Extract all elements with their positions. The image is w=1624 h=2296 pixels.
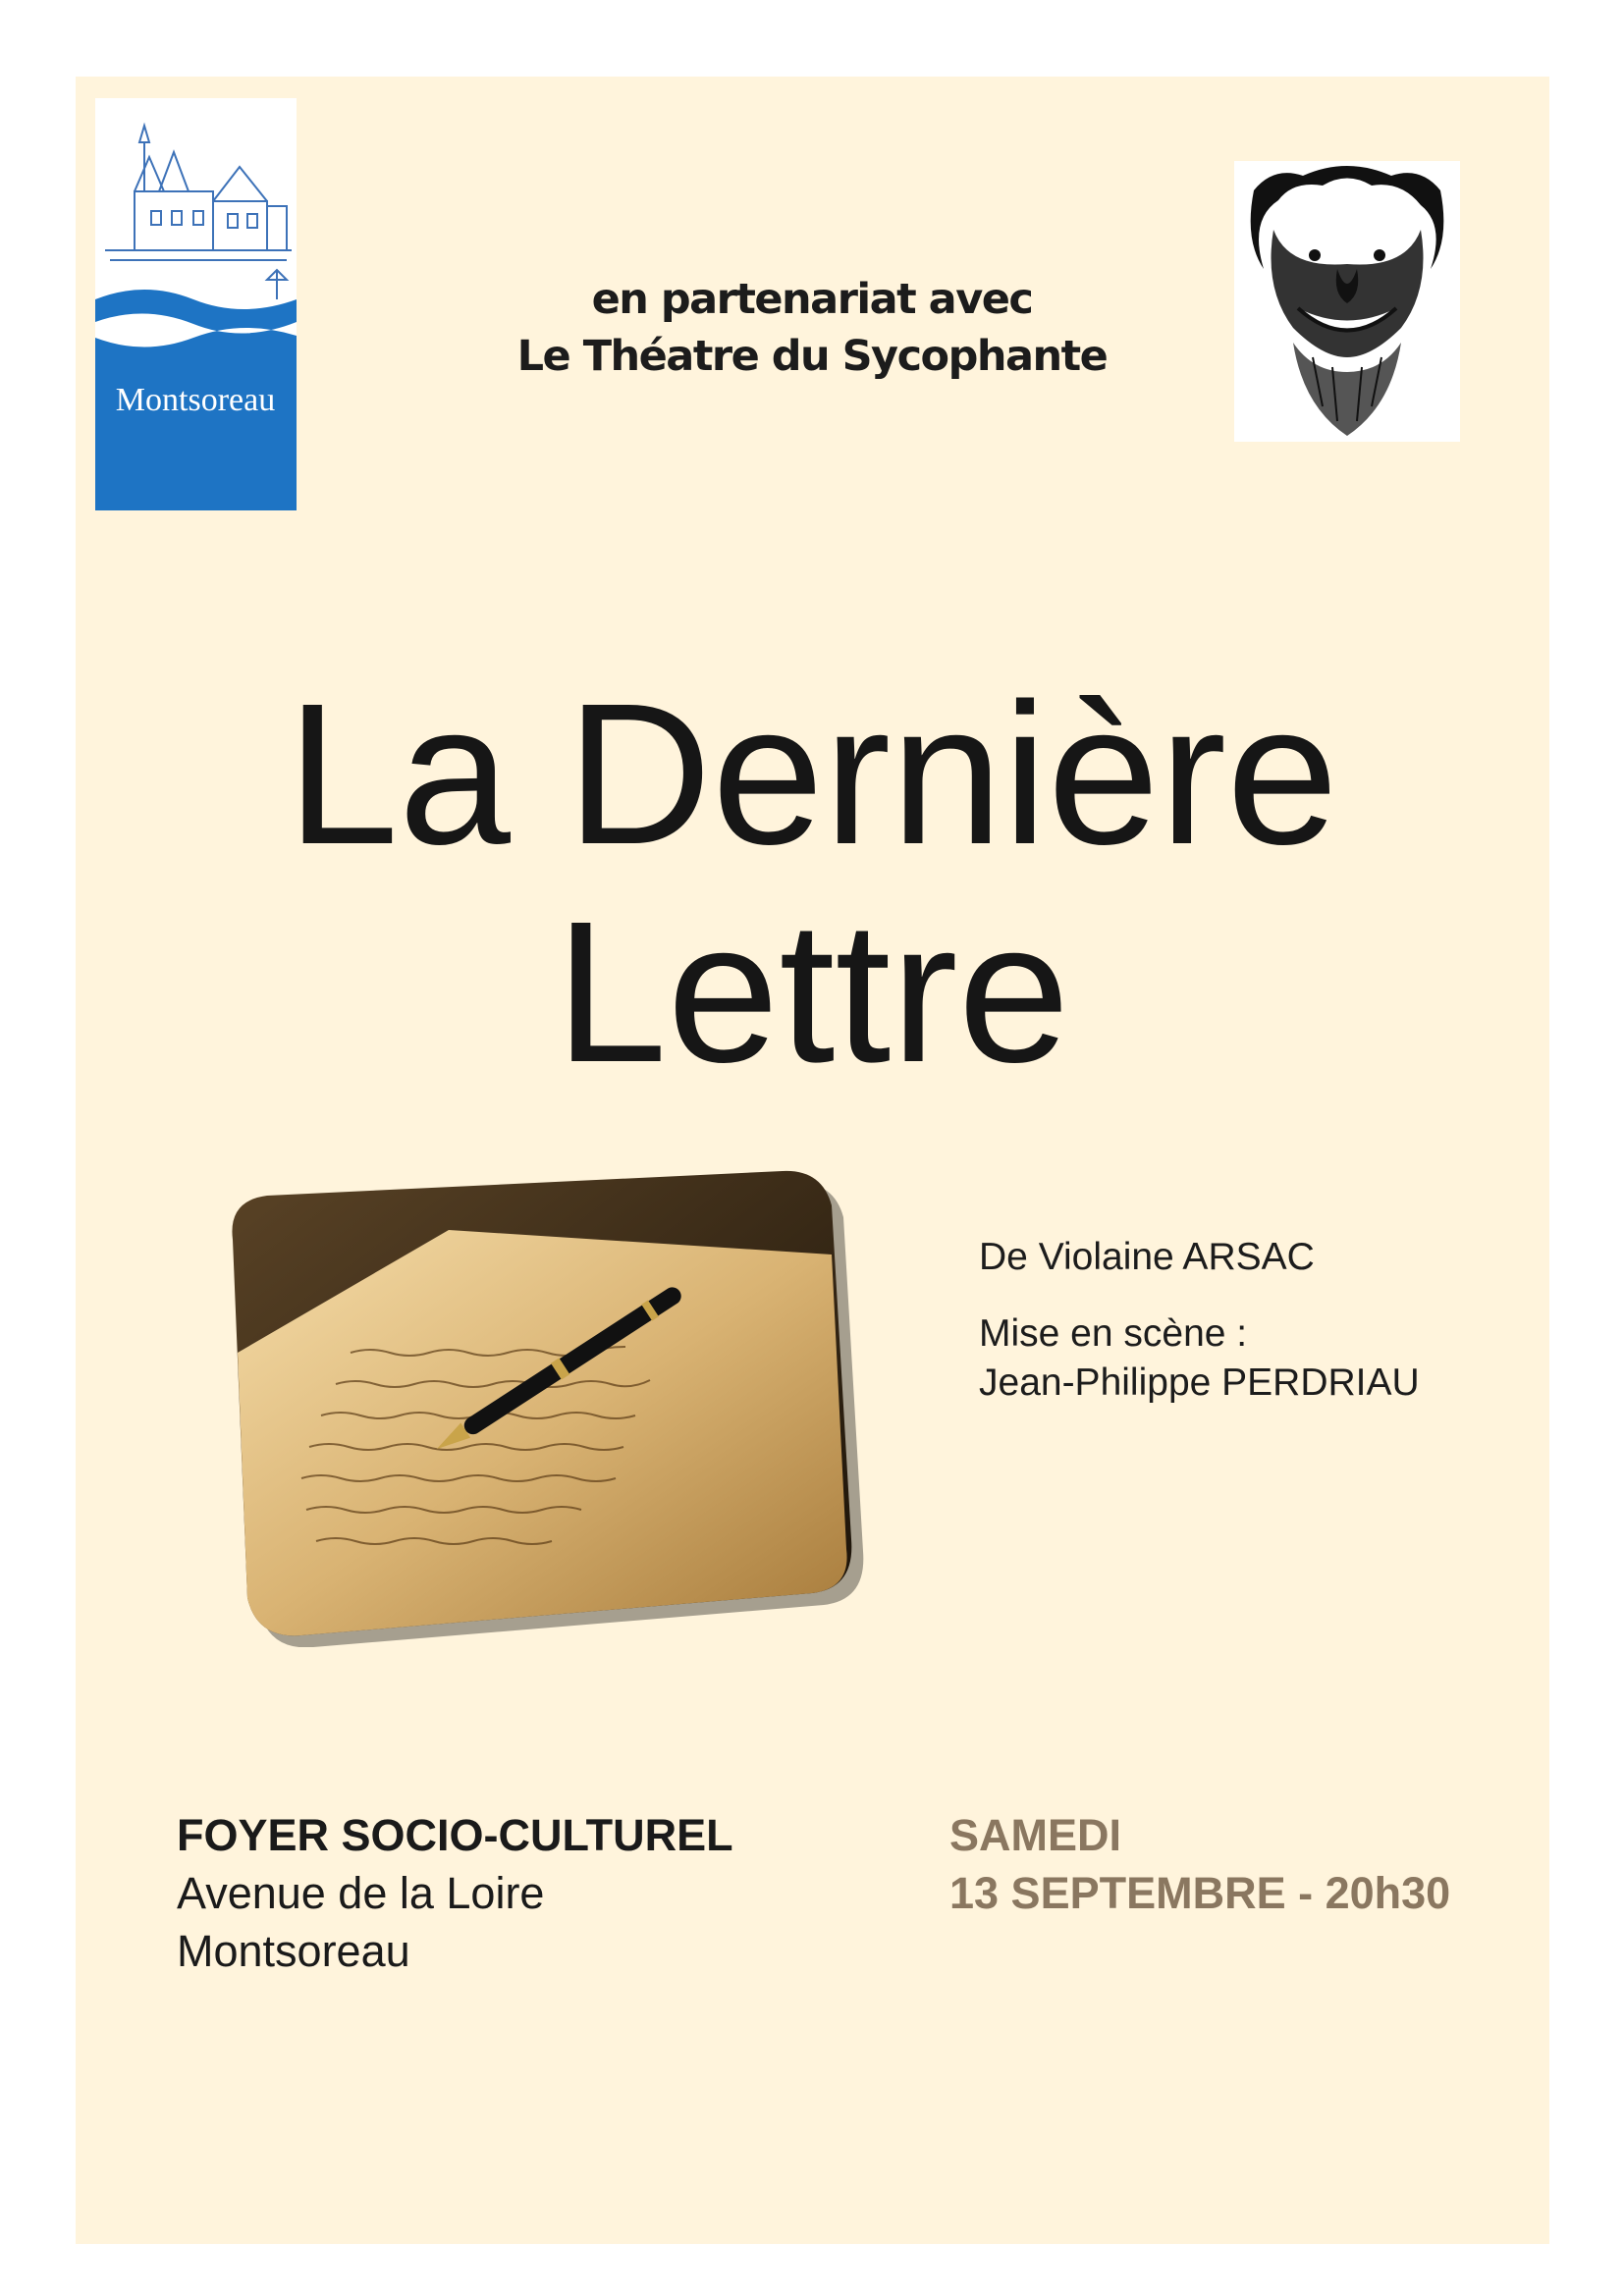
montsoreau-castle-logo-icon — [95, 98, 297, 510]
partner-line-2: Le Théatre du Sycophante — [516, 332, 1108, 381]
partner-line-1: en partenariat avec — [591, 275, 1033, 324]
date-block — [949, 1806, 1539, 1922]
date-day: SAMEDI — [949, 1810, 1122, 1860]
poster — [76, 77, 1549, 2244]
venue-street: Avenue de la Loire — [177, 1868, 545, 1918]
venue-town: Montsoreau — [177, 1926, 410, 1976]
author-text: De Violaine ARSAC — [979, 1236, 1315, 1278]
director-name: Jean-Philippe PERDRIAU — [979, 1362, 1420, 1404]
title-line-1: La Dernière — [286, 662, 1339, 886]
partnership-text — [370, 271, 1254, 385]
date-datetime: 13 SEPTEMBRE - 20h30 — [949, 1868, 1451, 1918]
credits — [979, 1233, 1529, 1408]
venue-name: FOYER SOCIO-CULTUREL — [177, 1810, 733, 1860]
letter-and-pen-photo-icon — [203, 1156, 871, 1647]
svg-text:Montsoreau: Montsoreau — [115, 382, 276, 418]
show-title — [76, 662, 1549, 1104]
theatre-mask-logo-icon — [1234, 161, 1460, 442]
title-line-2: Lettre — [555, 880, 1070, 1104]
venue-block — [177, 1806, 864, 1980]
director-label: Mise en scène : — [979, 1312, 1248, 1355]
